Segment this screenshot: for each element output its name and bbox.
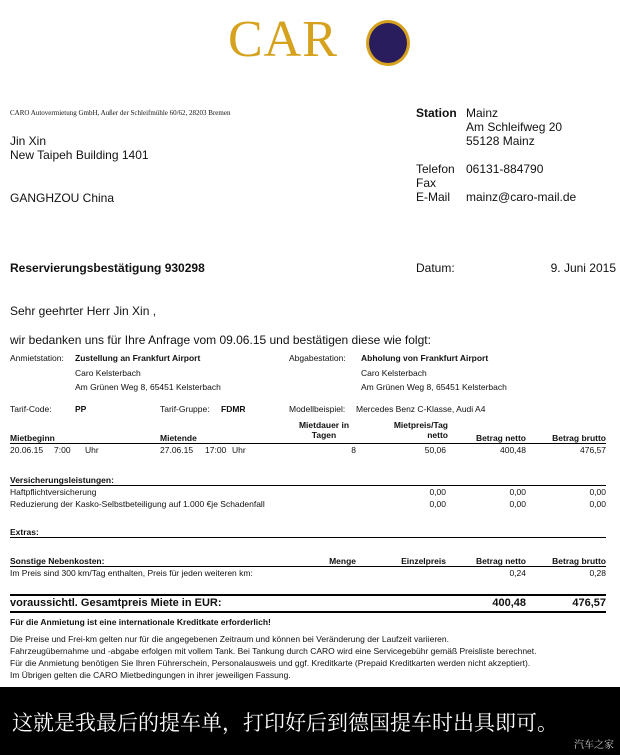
fax-label: Fax [416,176,437,190]
total-net: 400,48 [492,597,526,609]
date-label: Datum: [416,261,455,275]
dropoff-line2: Am Grünen Weg 8, 65451 Kelsterbach [361,382,507,392]
insurance-title: Versicherungsleistungen: [10,475,114,485]
th-net: Betrag netto [475,433,526,443]
th-days: Mietdauer in Tagen [298,420,350,440]
th-gross: Betrag brutto [552,433,606,443]
th-price-day: Mietpreis/Tag netto [393,420,448,440]
dropoff-name: Abholung von Frankfurt Airport [361,353,489,363]
tariff-group: FDMR [221,404,246,414]
credit-card-note: Für die Anmietung ist eine internationale Kreditkate erforderlich! [10,617,271,627]
email-value[interactable]: mainz@caro-mail.de [466,190,577,204]
costs-row-net: 0,24 [509,568,526,578]
total-label: voraussichtl. Gesamtpreis Miete in EUR: [10,597,222,609]
extras-line [10,537,606,538]
end-date: 27.06.15 [160,445,194,455]
costs-line [10,566,606,567]
total-bottom-line [10,611,606,613]
tariff-code-label: Tarif-Code: [10,404,52,414]
model-label: Modellbeispiel: [289,404,346,414]
th-end: Mietende [160,433,197,443]
tariff-group-label: Tarif-Gruppe: [160,404,210,414]
dropoff-line1: Caro Kelsterbach [361,368,427,378]
total-top-line [10,594,606,596]
recipient-street: New Taipeh Building 1401 [10,148,149,162]
email-label: E-Mail [416,190,451,204]
end-time: 17:00 [205,445,227,455]
station-zip: 55128 Mainz [466,134,535,148]
caro-logo [228,8,428,70]
net-value: 400,48 [500,445,526,455]
telefon-value: 06131-884790 [466,162,544,176]
caption-text: 这就是我最后的提车单，打印好后到德国提车时出具即可。 [12,711,558,735]
logo-text: CAR [228,11,338,68]
total-gross: 476,57 [572,597,606,609]
reservation-title: Reservierungsbestätigung 930298 [10,261,205,275]
price-day-value: 50,06 [424,445,446,455]
salutation: Sehr geehrter Herr Jin Xin , [10,304,157,318]
model-value: Mercedes Benz C-Klasse, Audi A4 [356,404,486,414]
recipient-name: Jin Xin [10,134,47,148]
telefon-label: Telefon [416,162,455,176]
station-label: Station [416,106,457,120]
end-unit: Uhr [232,445,246,455]
days-value: 8 [351,445,356,455]
th-start: Mietbeginn [10,433,55,443]
insurance-row-1-label: Haftpflichtversicherung [10,487,97,497]
gross-value: 476,57 [580,445,606,455]
insurance-row-1-gross: 0,00 [589,487,606,497]
costs-row-gross: 0,28 [589,568,606,578]
recipient-city: GANGHZOU China [10,191,115,205]
station-street: Am Schleifweg 20 [466,120,563,134]
insurance-row-2-price: 0,00 [429,499,446,509]
note-line-2: Fahrzeugübernahme und -abgabe erfolgen mit vollem Tank. Bei Tankung durch CARO wird eine Servicegebühr gemäß Preisliste berechnet. [10,646,537,656]
costs-row-label: Im Preis sind 300 km/Tag enthalten, Preis für jeden weiteren km: [10,568,253,578]
costs-unit-price-header: Einzelpreis [401,556,446,566]
insurance-line [10,485,606,486]
costs-gross-header: Betrag brutto [552,556,606,566]
insurance-row-2-label: Reduzierung der Kasko-Selbstbeteiligung auf 1.000 €je Schadenfall [10,499,265,509]
pickup-label: Anmietstation: [10,353,64,363]
start-date: 20.06.15 [10,445,44,455]
tariff-code: PP [75,404,87,414]
dropoff-label: Abgabestation: [289,353,346,363]
pickup-name: Zustellung an Frankfurt Airport [75,353,201,363]
sender-line: CARO Autovermietung GmbH, Außer der Schleifmühle 60/62, 28203 Bremen [10,109,231,117]
insurance-row-2-net: 0,00 [509,499,526,509]
rental-header-line [10,443,606,444]
start-unit: Uhr [85,445,99,455]
note-line-1: Die Preise und Frei-km gelten nur für die angegebenen Zeitraum und können bei Veränderung der Laufzeit variieren. [10,634,449,644]
insurance-row-1-price: 0,00 [429,487,446,497]
start-time: 7:00 [54,445,71,455]
caption-banner [0,687,620,755]
extras-title: Extras: [10,527,39,537]
insurance-row-2-gross: 0,00 [589,499,606,509]
note-line-3: Für die Anmietung benötigen Sie Ihren Führerschein, Personalausweis und ggf. Kreditkarte (Prepaid Kreditkarten werden nicht akzeptiert). [10,658,531,668]
logo-o-circle [366,20,410,66]
costs-net-header: Betrag netto [475,556,526,566]
station-name: Mainz [466,106,499,120]
pickup-line1: Caro Kelsterbach [75,368,141,378]
date-value: 9. Juni 2015 [550,261,616,275]
note-line-4: Im Übrigen gelten die CARO Mietbedingungen in ihrer jeweiligen Fassung. [10,670,291,680]
insurance-row-1-net: 0,00 [509,487,526,497]
costs-title: Sonstige Nebenkosten: [10,556,105,566]
watermark: 汽车之家 [574,740,614,751]
intro-text: wir bedanken uns für Ihre Anfrage vom 09.06.15 und bestätigen diese wie folgt: [10,333,431,347]
pickup-line2: Am Grünen Weg 8, 65451 Kelsterbach [75,382,221,392]
costs-qty-header: Menge [329,556,356,566]
